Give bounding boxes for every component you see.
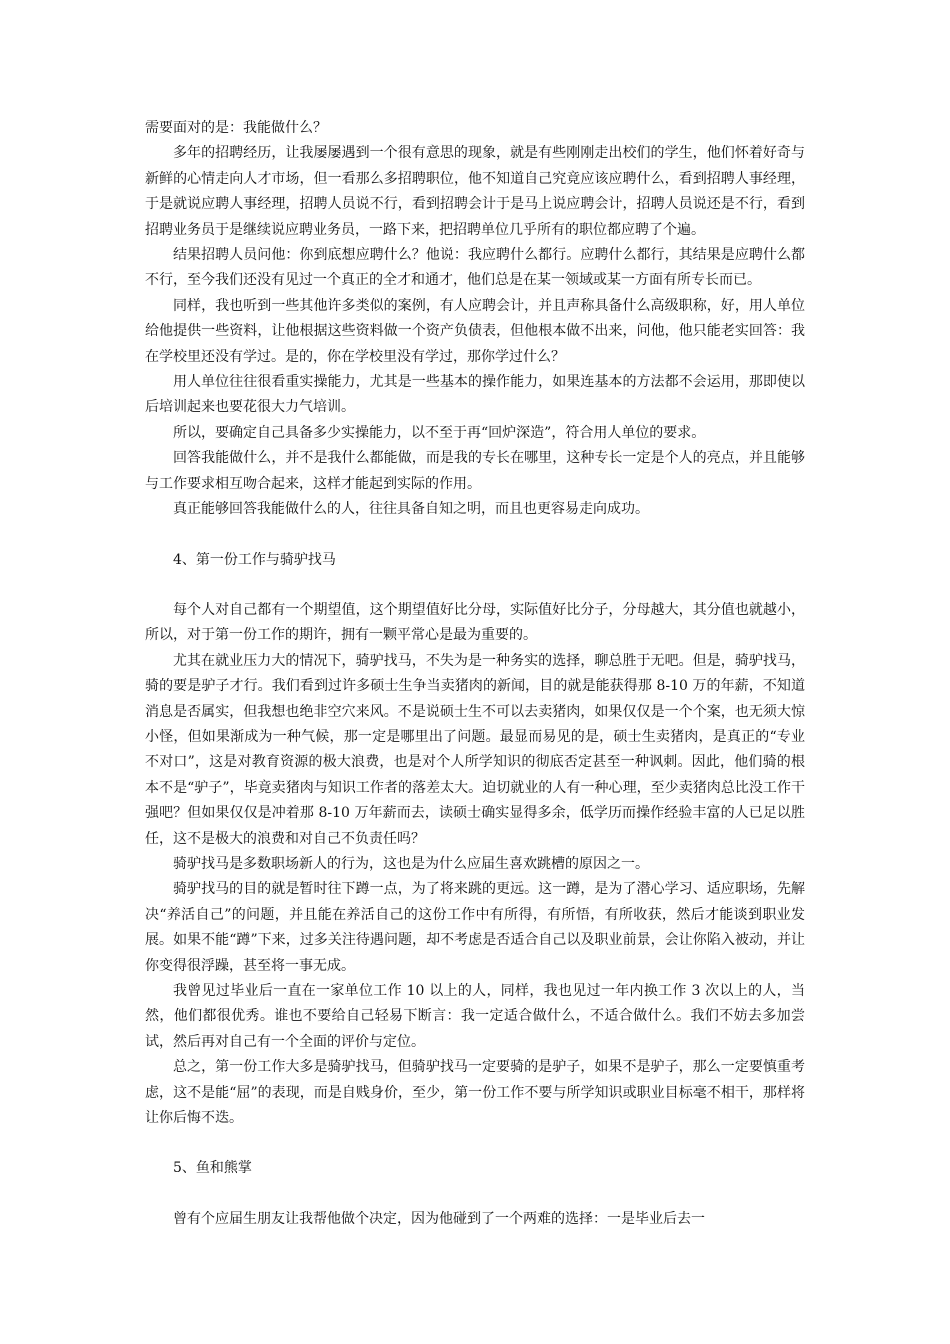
paragraph: 我曾见过毕业后一直在一家单位工作 10 以上的人，同样，我也见过一年内换工作 3 次以上的人，当然，他们都很优秀。谁也不要给自己轻易下断言：我一定适合做什么，不适合做什么。我们不妨去多加尝试，然后再对自己有一个全面的评价与定位。 bbox=[145, 983, 805, 1050]
spacer bbox=[145, 523, 805, 548]
spacer bbox=[145, 573, 805, 598]
paragraph: 骑驴找马的目的就是暂时往下蹲一点，为了将来跳的更远。这一蹲，是为了潜心学习、适应职场，先解决“养活自己”的问题，并且能在养活自己的这份工作中有所得，有所悟，有所收获，然后才能谈到职业发展。如果不能“蹲”下来，过多关注待遇问题，却不考虑是否适合自己以及职业前景，会让你陷入被动，并让你变得很浮躁，甚至将一事无成。 bbox=[145, 881, 805, 974]
paragraph: 需要面对的是：我能做什么？ bbox=[145, 120, 327, 136]
spacer bbox=[145, 1131, 805, 1156]
paragraph: 同样，我也听到一些其他许多类似的案例，有人应聘会计，并且声称具备什么高级职称，好，用人单位给他提供一些资料，让他根据这些资料做一个资产负债表，但他根本做不出来，问他，他只能老实回答：我在学校里还没有学过。是的，你在学校里没有学过，那你学过什么？ bbox=[145, 297, 805, 365]
paragraph: 用人单位往往很看重实操能力，尤其是一些基本的操作能力，如果连基本的方法都不会运用，那即使以后培训起来也要花很大力气培训。 bbox=[145, 374, 805, 416]
spacer bbox=[145, 1182, 805, 1207]
paragraph: 真正能够回答我能做什么的人，往往具备自知之明，而且也更容易走向成功。 bbox=[173, 501, 649, 518]
paragraph: 总之，第一份工作大多是骑驴找马，但骑驴找马一定要骑的是驴子，如果不是驴子，那么一定要慎重考虑，这不是能“屈”的表现，而是自贱身价，至少，第一份工作不要与所学知识或职业目标毫不相干，那样将让你后悔不迭。 bbox=[145, 1059, 805, 1127]
paragraph: 每个人对自己都有一个期望值，这个期望值好比分母，实际值好比分子，分母越大，其分值也就越小，所以，对于第一份工作的期许，拥有一颗平常心是最为重要的。 bbox=[145, 601, 805, 644]
section-heading-4: 4、第一份工作与骑驴找马 bbox=[173, 551, 336, 568]
section-heading-5: 5、鱼和熊掌 bbox=[173, 1160, 252, 1177]
paragraph: 结果招聘人员问他：你到底想应聘什么？他说：我应聘什么都行。应聘什么都行，其结果是应聘什么都不行，至今我们还没有见过一个真正的全才和通才，他们总是在某一领域或某一方面有所专长而已。 bbox=[145, 247, 805, 289]
document-body bbox=[145, 116, 805, 1232]
paragraph: 骑驴找马是多数职场新人的行为，这也是为什么应届生喜欢跳槽的原因之一。 bbox=[173, 855, 649, 872]
paragraph: 回答我能做什么，并不是我什么都能做，而是我的专长在哪里，这种专长一定是个人的亮点，并且能够与工作要求相互吻合起来，这样才能起到实际的作用。 bbox=[145, 450, 805, 492]
paragraph: 曾有个应届生朋友让我帮他做个决定，因为他碰到了一个两难的选择：一是毕业后去一 bbox=[173, 1210, 705, 1227]
paragraph: 所以，要确定自己具备多少实操能力，以不至于再“回炉深造”，符合用人单位的要求。 bbox=[173, 424, 706, 441]
paragraph: 多年的招聘经历，让我屡屡遇到一个很有意思的现象，就是有些刚刚走出校们的学生，他们怀着好奇与新鲜的心情走向人才市场，但一看那么多招聘职位，他不知道自己究竟应该应聘什么，看到招聘人事经理，于是就说应聘人事经理，招聘人员说不行，看到招聘会计于是马上说应聘会计，招聘人员说还是不行，看到招聘业务员于是继续说应聘业务员，一路下来，把招聘单位几乎所有的职位都应聘了个遍。 bbox=[145, 145, 805, 238]
paragraph: 尤其在就业压力大的情况下，骑驴找马，不失为是一种务实的选择，聊总胜于无吧。但是，骑驴找马，骑的要是驴子才行。我们看到过许多硕士生争当卖猪肉的新闻，目的就是能获得那 8-10 万的年薪，不知道消息是否属实，但我想也绝非空穴来风。不是说硕士生不可以去卖猪肉，如果仅仅是一个个案，也无须大惊小怪，但如果渐成为一种气候，那一定是哪里出了问题。最显而易见的是，硕士生卖猪肉，是真正的“专业不对口”，这是对教育资源的极大浪费，也是对个人所学知识的彻底否定甚至一种讽刺。因此，他们骑的根本不是“驴子”，毕竟卖猪肉与知识工作者的落差太大。迫切就业的人有一种心理，至少卖猪肉总比没工作干强吧？但如果仅仅是冲着那 8-10 万年薪而去，读硕士确实显得多余，低学历而操作经验丰富的人已足以胜任，这不是极大的浪费和对自己不负责任吗？ bbox=[145, 652, 805, 847]
